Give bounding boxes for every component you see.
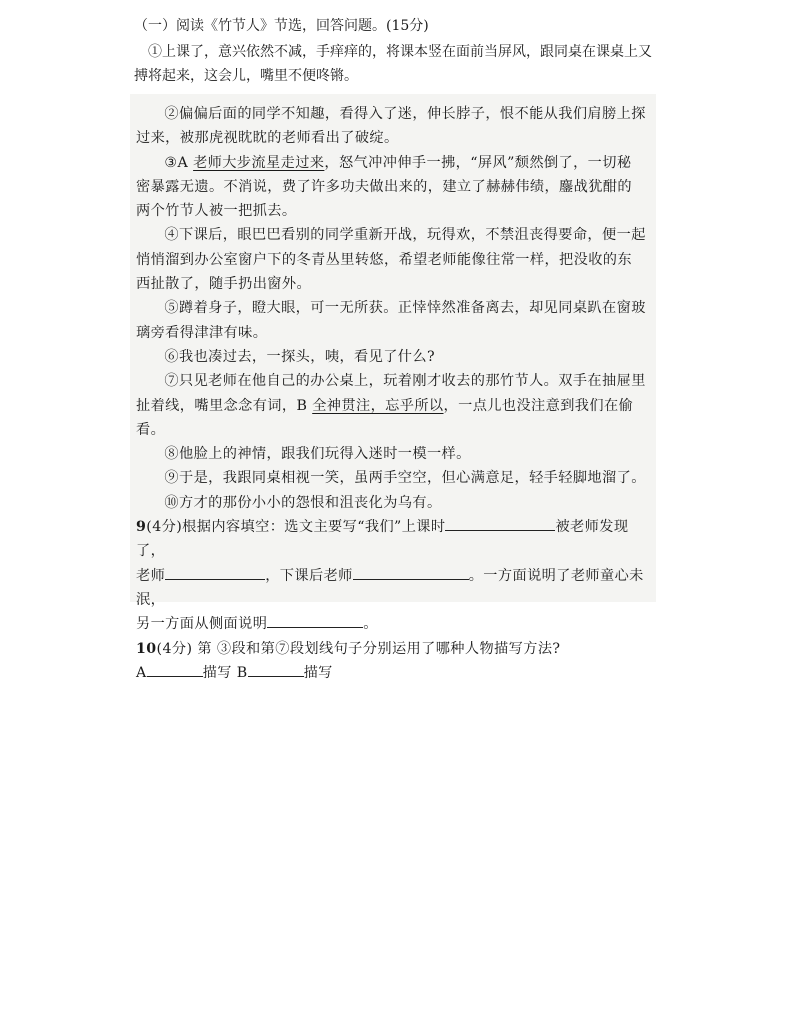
paragraph-text: 我也凑过去，一探头，咦，看见了什么?: [178, 348, 435, 365]
paragraph-3: [136, 151, 646, 224]
answer-blank-3[interactable]: [353, 565, 469, 580]
paragraph-number: ⑧: [164, 446, 179, 463]
paragraph-7: [136, 369, 646, 442]
question-text: 第: [197, 640, 212, 657]
paragraph-number: ⑥: [164, 348, 179, 365]
question-text: 段和第: [231, 640, 276, 657]
paragraph-number: ⑤: [164, 300, 179, 317]
paragraph-text: ，一点儿也没注意到我们在偷看。: [136, 397, 634, 438]
question-text: 。一方面说明了老师童心未泯，: [136, 567, 644, 608]
paragraph-number: ③: [164, 154, 178, 171]
paragraph-number: ⑦: [164, 373, 179, 390]
paragraph-text: 偏偏后面的同学不知趣，看得入了迷，伸长脖子，恨不能从我们肩膀上探过来，被那虎视眈眈的老师看出了破绽。: [136, 106, 646, 147]
paragraph-2: [136, 102, 646, 151]
underline-label-a: A: [177, 154, 189, 171]
answer-blank-4[interactable]: [267, 613, 363, 628]
paragraph-5: [136, 296, 646, 345]
paragraph-text: ，怒气冲冲伸手一拂，“屏风”颓然倒了，一切秘密暴露无遗。不消说，费了许多功夫做出来的，建立了赫赫伟绩，鏖战犹酣的两个竹节人被一把抓去。: [136, 154, 632, 220]
answer-suffix: 描写: [303, 664, 333, 681]
question-score: (4分): [146, 519, 183, 536]
paragraph-text: 只见老师在他自己的办公桌上，玩着刚才收去的那竹节人。双手在抽屉里扯着线，嘴里念念有词，: [136, 373, 646, 414]
answer-blank-1[interactable]: [445, 516, 555, 531]
paragraph-9: [136, 466, 646, 490]
answer-blank-a[interactable]: [147, 662, 203, 677]
underlined-sentence-b: 全神贯注，忘乎所以: [312, 397, 444, 414]
question-number: 9: [136, 519, 147, 536]
paragraph-ref-3: ③: [216, 640, 232, 657]
scanned-passage: [130, 94, 656, 681]
paragraph-number: ⑨: [164, 470, 179, 487]
answer-blank-b[interactable]: [248, 662, 304, 677]
paragraph-text: 下课后，眼巴巴看别的同学重新开战，玩得欢，不禁沮丧得要命，便一起悄悄溜到办公室窗户下的冬青丛里转悠，希望老师能像往常一样，把没收的东西扯散了，随手扔出窗外。: [136, 227, 646, 293]
paragraph-number: ②: [164, 106, 179, 122]
question-text: 老师: [136, 567, 166, 584]
paragraph-text: 上课了，意兴依然不减，手痒痒的，将课本竖在面前当屏风，跟同桌在课桌上又搏将起来，这会儿，嘴里不便咚锵。: [134, 44, 652, 84]
paragraph-10: [136, 491, 646, 515]
paragraph-number: ①: [148, 44, 162, 60]
question-score: (4分): [156, 640, 193, 657]
question-text: 段划线句子分别运用了哪种人物描写方法?: [289, 640, 561, 657]
paragraph-text: 于是，我跟同桌相视一笑，虽两手空空，但心满意足，轻手轻脚地溜了。: [178, 470, 646, 487]
answer-blank-2[interactable]: [165, 565, 265, 580]
underlined-sentence-a: 老师大步流星走过来: [193, 154, 325, 171]
paragraph-number: ⑩: [164, 494, 179, 511]
paragraph-ref-7: ⑦: [275, 640, 290, 657]
paragraph-text: 蹲着身子，瞪大眼，可一无所获。正悻悻然准备离去，却见同桌趴在窗玻璃旁看得津津有味。: [136, 300, 646, 341]
question-text: ，下课后老师: [265, 567, 353, 584]
paragraph-text: 方才的那份小小的怨恨和沮丧化为乌有。: [178, 494, 442, 511]
question-10: [136, 637, 646, 686]
paragraph-4: [136, 223, 646, 296]
answer-label-b: B: [236, 664, 248, 681]
paragraph-1: [134, 40, 654, 88]
underline-label-b: B: [296, 397, 308, 414]
answer-suffix: 描写: [202, 664, 232, 681]
question-text: 被老师发现了，: [136, 519, 629, 560]
paragraph-text: 他脸上的神情，跟我们玩得入迷时一模一样。: [178, 446, 471, 463]
section-title: （一）阅读《竹节人》节选，回答问题。(15分): [134, 18, 429, 34]
question-text: 根据内容填空：选文主要写“我们”上课时: [182, 519, 446, 536]
paragraph-8: [136, 442, 646, 466]
paragraph-6: [136, 345, 646, 369]
answer-label-a: A: [136, 664, 147, 681]
question-number: 10: [136, 640, 157, 657]
paragraph-number: ④: [164, 227, 179, 244]
question-9: [136, 515, 646, 636]
question-text: 。: [363, 616, 378, 633]
question-text: 另一方面从侧面说明: [136, 616, 268, 633]
